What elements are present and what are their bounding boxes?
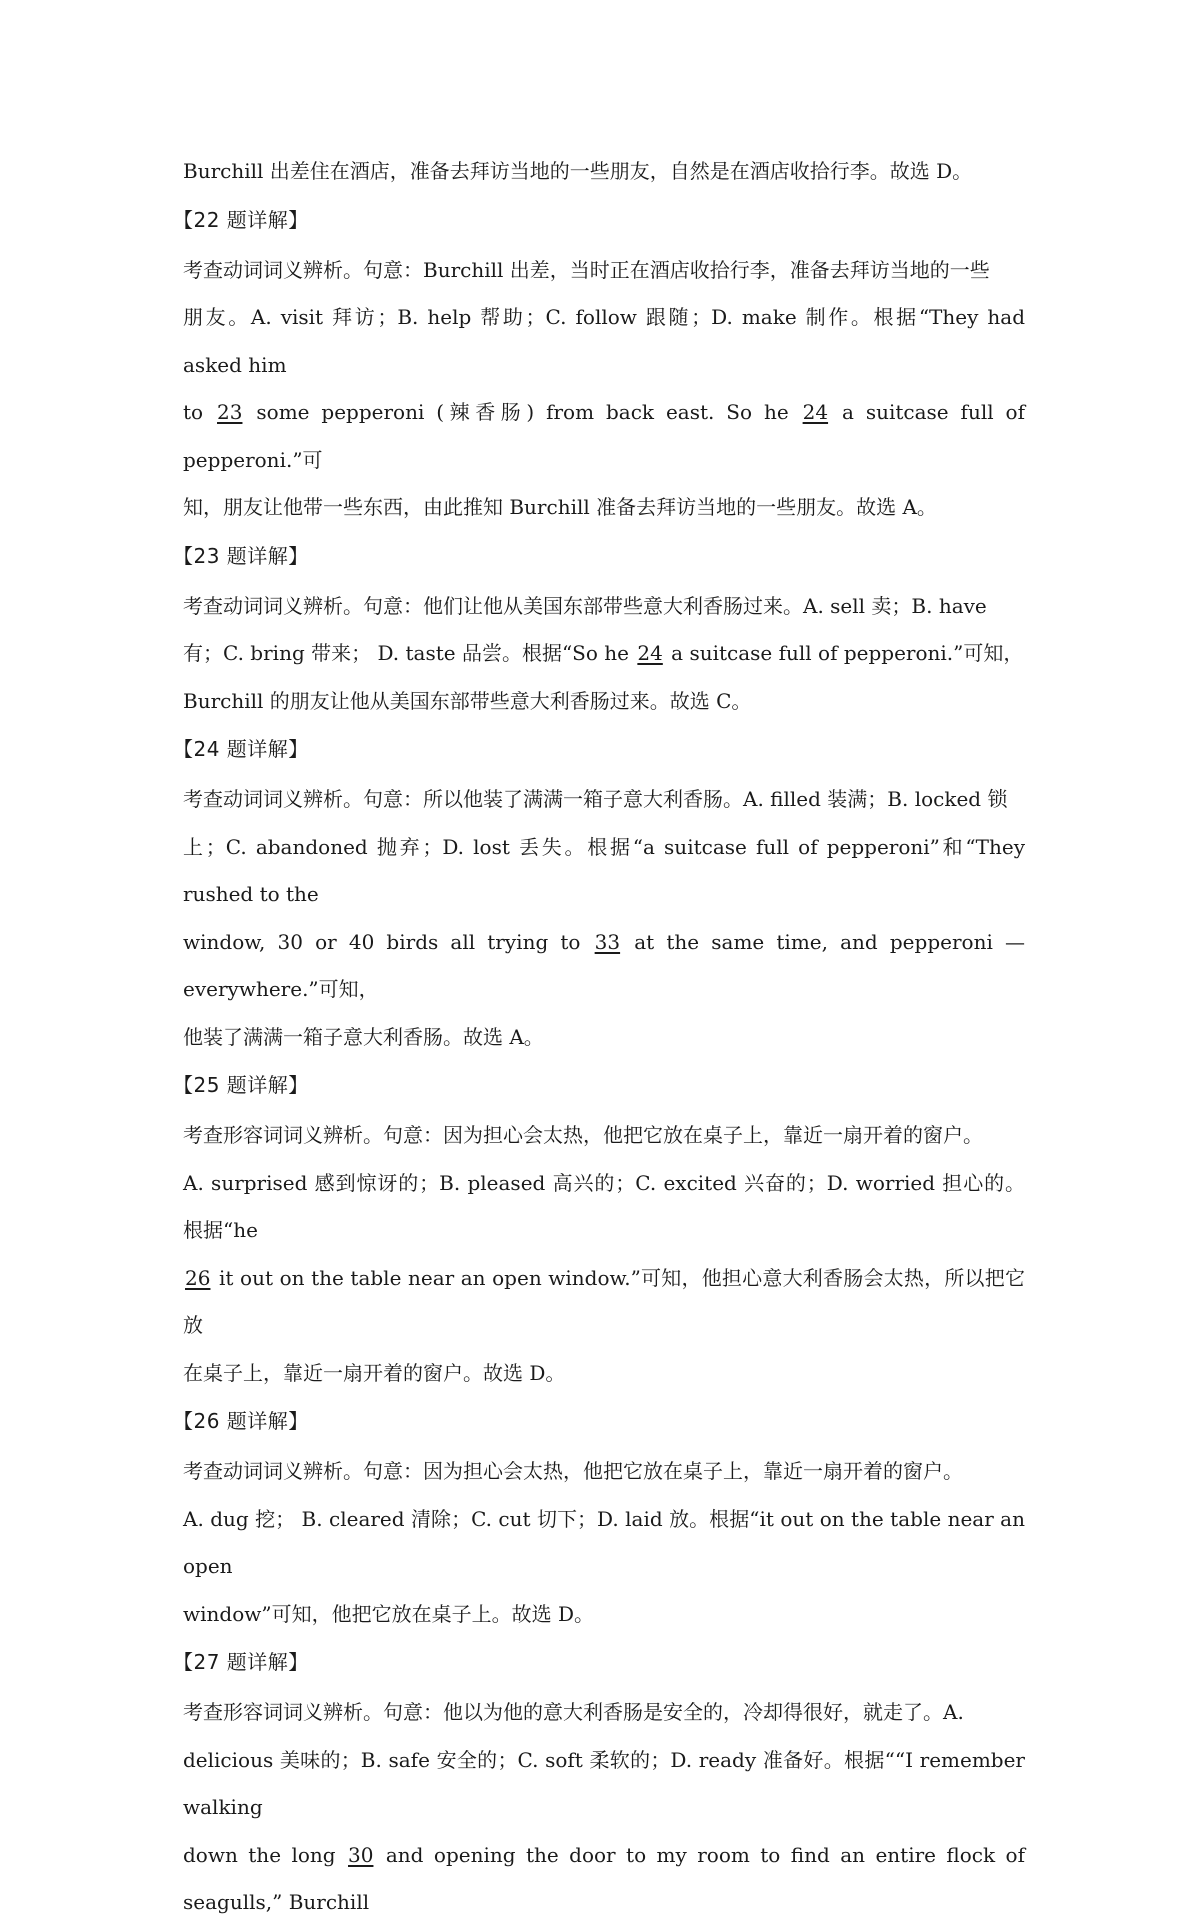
blank-24: 24 xyxy=(637,641,663,665)
heading-24: 【24 题详解】 xyxy=(173,737,309,761)
paragraph-25 xyxy=(183,1112,1025,1397)
heading-27: 【27 题详解】 xyxy=(173,1650,309,1674)
p22-line2: 朋友。A. visit 拜访；B. help 帮助；C. follow 跟随；D. make 制作。根据“They had asked him xyxy=(183,305,1025,377)
heading-26: 【26 题详解】 xyxy=(173,1409,309,1433)
paragraph-23 xyxy=(183,583,1025,726)
p26-line1: 考查动词词义辨析。句意：因为担心会太热，他把它放在桌子上，靠近一扇开着的窗户。 xyxy=(183,1459,963,1483)
p27-line3-post: and opening the door to my room to find an entire flock of seagulls,” Burchill xyxy=(183,1842,1025,1914)
p26-line2: A. dug 挖； B. cleared 清除；C. cut 切下；D. laid 放。根据“it out on the table near an open xyxy=(183,1506,1025,1578)
blank-24: 24 xyxy=(802,400,829,424)
heading-23: 【23 题详解】 xyxy=(173,543,309,568)
blank-30: 30 xyxy=(348,1842,374,1867)
p22-line3-pre: to xyxy=(183,400,216,424)
p24-line4: 他装了满满一箱子意大利香肠。故选 A。 xyxy=(183,1024,544,1049)
p25-line3-post: it out on the table near an open window.”可知，他担心意大利香肠会太热，所以把它放 xyxy=(183,1265,1025,1337)
paragraph-22 xyxy=(183,247,1025,532)
p25-line2: A. surprised 感到惊讶的；B. pleased 高兴的；C. excited 兴奋的；D. worried 担心的。根据“he xyxy=(183,1170,1025,1242)
p27-line1: 考查形容词词义辨析。句意：他以为他的意大利香肠是安全的，冷却得很好，就走了。A. xyxy=(183,1700,964,1724)
blank-23: 23 xyxy=(217,400,243,424)
paragraph-27 xyxy=(183,1689,1025,1927)
p24-line3-pre: window, 30 or 40 birds all trying to xyxy=(183,929,593,954)
paragraph-24 xyxy=(183,776,1025,1061)
p22-line3-mid: some pepperoni (辣香肠) from back east. So he xyxy=(244,400,801,424)
p22-line4: 知，朋友让他带一些东西，由此推知 Burchill 准备去拜访当地的一些朋友。故选 A。 xyxy=(183,495,937,519)
p23-line2-post: a suitcase full of pepperoni.”可知， xyxy=(664,641,1024,665)
heading-22: 【22 题详解】 xyxy=(173,207,309,232)
paragraph-26 xyxy=(183,1448,1025,1638)
p24-line1: 考查动词词义辨析。句意：所以他装了满满一箱子意大利香肠。A. filled 装满；B. locked 锁 xyxy=(183,787,1008,811)
p23-line2-pre: 有；C. bring 带来； D. taste 品尝。根据“So he xyxy=(183,641,636,665)
p23-line3: Burchill 的朋友让他从美国东部带些意大利香肠过来。故选 C。 xyxy=(183,688,752,713)
document-page xyxy=(173,148,1026,1927)
p26-line3: window”可知，他把它放在桌子上。故选 D。 xyxy=(183,1601,594,1626)
p25-line4: 在桌子上，靠近一扇开着的窗户。故选 D。 xyxy=(183,1360,566,1385)
blank-26: 26 xyxy=(185,1265,211,1290)
p25-line1: 考查形容词词义辨析。句意：因为担心会太热，他把它放在桌子上，靠近一扇开着的窗户。 xyxy=(183,1123,983,1147)
p22-line1: 考查动词词义辨析。句意：Burchill 出差，当时正在酒店收拾行李，准备去拜访当地的一些 xyxy=(183,257,990,282)
p23-line1: 考查动词词义辨析。句意：他们让他从美国东部带些意大利香肠过来。A. sell 卖；B. have xyxy=(183,593,987,618)
p24-line3-post: at the same time, and pepperoni — everywhere.”可知， xyxy=(183,929,1025,1001)
p24-line2: 上；C. abandoned 抛弃；D. lost 丢失。根据“a suitcase full of pepperoni”和“They rushed to the xyxy=(183,834,1025,906)
blank-33: 33 xyxy=(594,929,621,954)
p27-line3-pre: down the long xyxy=(183,1842,346,1867)
p27-line2: delicious 美味的；B. safe 安全的；C. soft 柔软的；D. ready 准备好。根据““I remember walking xyxy=(183,1747,1025,1819)
intro-text: Burchill 出差住在酒店，准备去拜访当地的一些朋友，自然是在酒店收拾行李。故选 D。 xyxy=(183,159,973,183)
heading-25: 【25 题详解】 xyxy=(173,1073,309,1097)
p22-line3-post: a suitcase full of pepperoni.”可 xyxy=(183,400,1026,472)
intro-paragraph xyxy=(183,148,1025,196)
